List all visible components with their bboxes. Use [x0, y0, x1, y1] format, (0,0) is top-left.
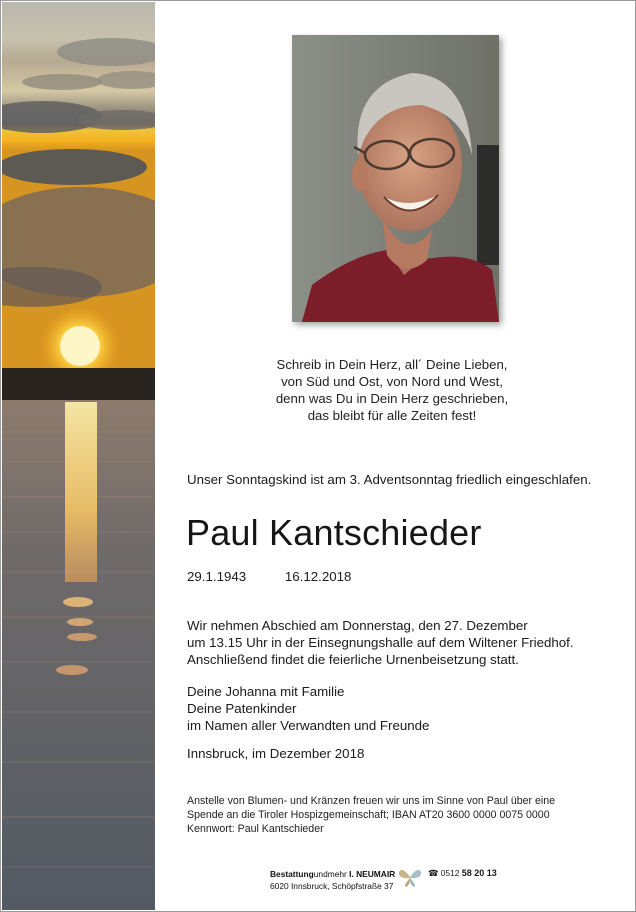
- mourner-line: Deine Patenkinder: [187, 701, 297, 716]
- mourner-line: im Namen aller Verwandten und Freunde: [187, 718, 430, 733]
- place-date-text: Innsbruck, im Dezember 2018: [187, 746, 365, 761]
- poem-line: denn was Du in Dein Herz geschrieben,: [275, 391, 509, 406]
- mourners-list: [187, 683, 429, 734]
- ceremony-line: Wir nehmen Abschied am Donnerstag, den 27. Dezember: [187, 618, 528, 633]
- birth-date: 29.1.1943: [187, 569, 247, 584]
- mourner-line: Deine Johanna mit Familie: [187, 684, 345, 699]
- poem-line: Schreib in Dein Herz, all´ Deine Lieben,: [276, 357, 508, 372]
- donation-note: [187, 794, 555, 836]
- brand-part: I. NEUMAIR: [349, 869, 396, 879]
- sunset-sidebar-image: [2, 2, 155, 910]
- life-dates: [187, 569, 351, 584]
- deceased-name: Paul Kantschieder: [186, 512, 482, 553]
- butterfly-icon: [398, 866, 422, 888]
- poem-verse: [232, 356, 552, 424]
- ceremony-line: Anschließend findet die feierliche Urnenbeisetzung statt.: [187, 652, 519, 667]
- phone-prefix: 0512: [440, 868, 460, 878]
- funeral-home-info: [270, 868, 395, 892]
- funeral-home-brand: [270, 868, 395, 880]
- telephone-icon: ☎: [428, 868, 439, 878]
- death-date: 16.12.2018: [284, 569, 352, 584]
- funeral-home-address: 6020 Innsbruck, Schöpfstraße 37: [270, 881, 394, 891]
- brand-part: Bestattung: [270, 869, 314, 879]
- ceremony-line: um 13.15 Uhr in der Einsegnungshalle auf dem Wiltener Friedhof.: [187, 635, 574, 650]
- portrait-photo: [292, 35, 499, 322]
- brand-part: undmehr: [313, 869, 347, 879]
- poem-line: von Süd und Ost, von Nord und West,: [281, 374, 503, 389]
- donation-line: Anstelle von Blumen- und Kränzen freuen wir uns im Sinne von Paul über eine: [187, 795, 556, 807]
- place-date: [187, 745, 364, 762]
- poem-line: das bleibt für alle Zeiten fest!: [307, 408, 477, 423]
- donation-line: Spende an die Tiroler Hospizgemeinschaft; IBAN AT20 3600 0000 0075 0000: [187, 809, 550, 821]
- phone-number: 58 20 13: [461, 868, 497, 878]
- donation-line: Kennwort: Paul Kantschieder: [187, 823, 324, 835]
- ceremony-info: [187, 617, 574, 668]
- funeral-home-phone: [428, 868, 497, 878]
- intro-text: Unser Sonntagskind ist am 3. Adventsonntag friedlich eingeschlafen.: [187, 472, 592, 487]
